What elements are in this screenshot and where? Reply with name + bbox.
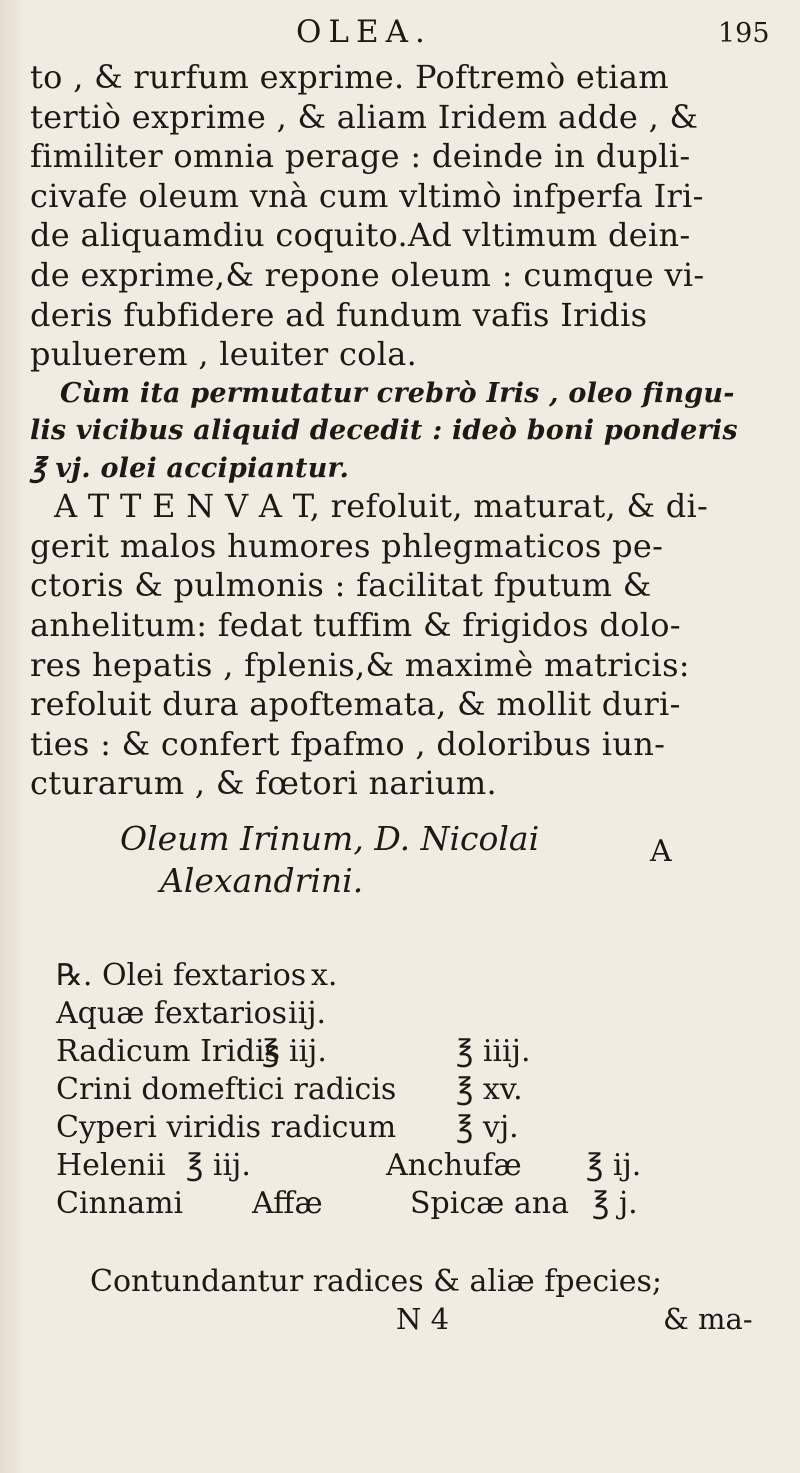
catchword: & ma- [663, 1302, 753, 1336]
italic-note-line: Cùm ita permutatur crebrò Iris , oleo fingu- [60, 377, 735, 409]
recipe-title [120, 818, 539, 902]
virtues-line: refoluit dura apoftemata, & mollit duri- [30, 685, 681, 724]
virtues-line: ctoris & pulmonis : facilitat fputum & [30, 566, 652, 605]
page-header [0, 14, 800, 54]
text-line: puluerem , leuiter cola. [30, 335, 418, 374]
ingredient-name: Aquæ fextarios [56, 996, 288, 1031]
ingredient-name: Cinnami [56, 1186, 184, 1221]
ingredient-name: Cyperi viridis radicum [56, 1110, 397, 1145]
text-line: de exprime,& repone oleum : cumque vi- [30, 255, 705, 294]
italic-note-line: ℥ vj. olei accipiantur. [30, 452, 350, 484]
ingredient-name: Radicum Iridis [56, 1034, 281, 1069]
ingredient-quantity: ℥ ij. [586, 1148, 642, 1183]
ingredient-quantity: ℥ vj. [456, 1110, 519, 1145]
virtues-line: anhelitum: fedat tuffim & frigidos dolo- [30, 606, 681, 645]
signature-mark: N 4 [396, 1302, 450, 1336]
ingredient-quantity: ℥ iiij. [456, 1034, 531, 1069]
text-line: deris fubfidere ad fundum vafis Iridis [30, 295, 648, 334]
page-number: 195 [718, 18, 770, 49]
virtues-line: gerit malos humores phlegmaticos pe- [30, 526, 664, 565]
virtues-line: res hepatis , fplenis,& maximè matricis: [30, 645, 690, 684]
ingredient-quantity: ℥ iij. [262, 1034, 327, 1069]
italic-note-line: lis vicibus aliquid decedit : ideò boni ponderis [30, 415, 738, 447]
marginal-letter: A [650, 834, 672, 869]
ingredient-name: ℞. Olei fextarios [56, 958, 307, 993]
ingredient-quantity: ℥ xv. [456, 1072, 523, 1107]
ingredient-name: Affæ [252, 1186, 323, 1221]
ingredient-name: Anchufæ [386, 1148, 522, 1183]
recipe-title-line: Alexandrini. [160, 861, 364, 900]
virtues-line: A T T E N V A T, refoluit, maturat, & di- [54, 487, 709, 526]
text-line: civafe oleum vnà cum vltimò infperfa Iri- [30, 176, 704, 215]
virtues-line: ties : & confert fpafmo , doloribus iun- [30, 724, 666, 763]
ingredient-name: Crini domeftici radicis [56, 1072, 397, 1107]
text-line: tertiò exprime , & aliam Iridem adde , & [30, 97, 699, 136]
ingredient-name: Helenii [56, 1148, 166, 1183]
ingredient-quantity: ℥ iij. [186, 1148, 251, 1183]
ingredient-quantity: x. [311, 958, 338, 993]
ingredient-quantity: iij. [288, 996, 327, 1031]
virtues-line: cturarum , & fœtori narium. [30, 764, 497, 803]
recipe-title-line: Oleum Irinum, D. Nicolai [120, 819, 540, 858]
text-line: de aliquamdiu coquito.Ad vltimum dein- [30, 216, 691, 255]
recipe-closing-line: Contundantur radices & aliæ fpecies; [90, 1264, 662, 1299]
running-title: OLEA. [296, 14, 432, 50]
ingredient-quantity: ℥ j. [592, 1186, 638, 1221]
main-text [30, 58, 775, 804]
ingredient-name: Spicæ ana [410, 1186, 569, 1221]
text-line: fimiliter omnia perage : deinde in dupli- [30, 137, 691, 176]
page-gutter-shadow [0, 0, 26, 1473]
text-line: to , & rurfum exprime. Poftremò etiam [30, 58, 669, 96]
